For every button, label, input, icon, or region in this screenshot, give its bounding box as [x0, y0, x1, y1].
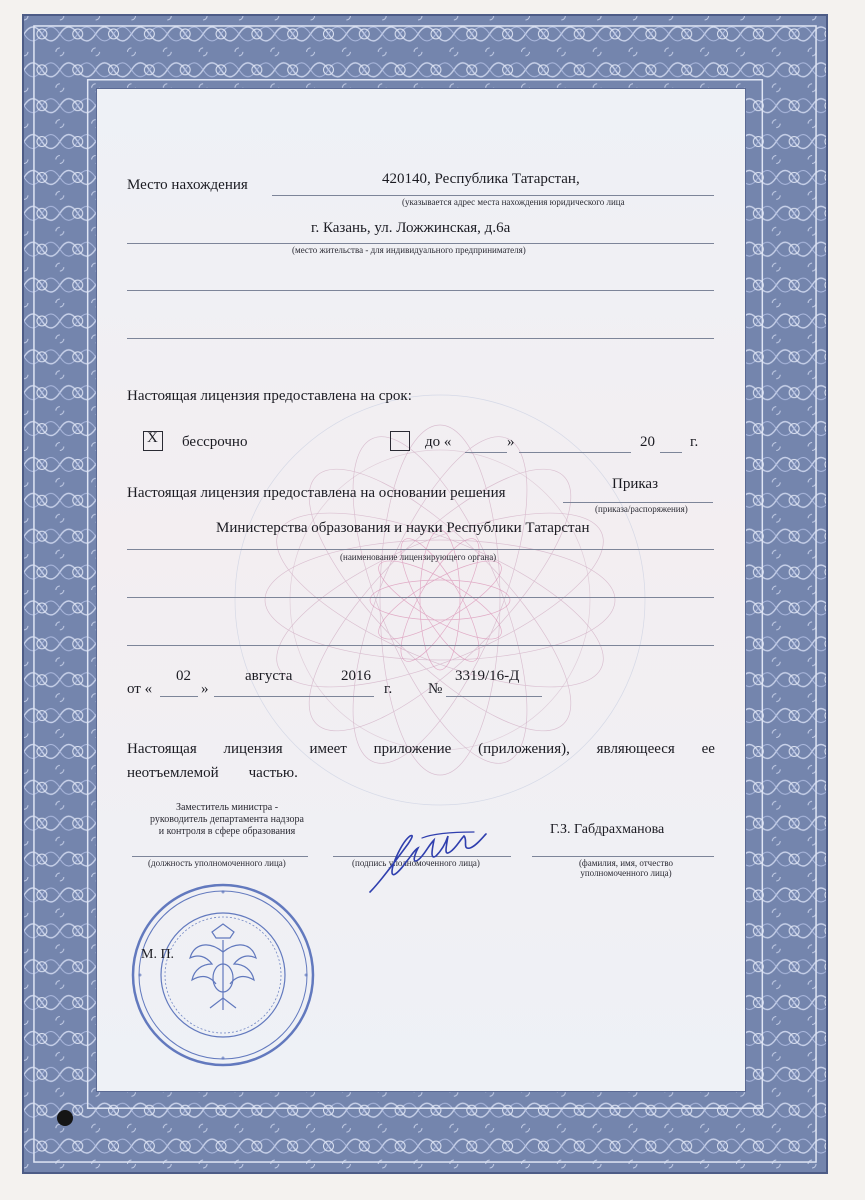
appendix-line-1 — [127, 741, 715, 758]
authority-note: (наименование лицензирующего органа) — [340, 552, 497, 562]
name-note — [566, 858, 686, 878]
appendix-word: приложение — [373, 741, 452, 757]
punch-hole — [57, 1110, 73, 1126]
name-note-line: (фамилия, имя, отчество — [578, 858, 674, 868]
stamp-place-label: М. П. — [141, 947, 175, 962]
indefinite-check-mark: X — [147, 430, 158, 446]
until-close-quote: » — [507, 434, 515, 450]
basis-doc-note: (приказа/распоряжения) — [595, 504, 688, 514]
until-year-line — [660, 452, 682, 453]
official-seal — [128, 880, 318, 1070]
appendix-word: имеет — [309, 741, 347, 757]
term-heading: Настоящая лицензия предоставлена на срок: — [127, 388, 412, 404]
number-line — [446, 696, 542, 697]
date-close-quote: » — [201, 681, 209, 697]
appendix-line-2 — [127, 765, 298, 782]
until-year-prefix: 20 — [640, 434, 655, 450]
signatory-name: Г.З. Габдрахманова — [550, 822, 665, 837]
blank-line-1 — [127, 290, 714, 291]
handwritten-signature — [362, 820, 502, 900]
number-sign: № — [428, 681, 443, 697]
until-label: до « — [425, 434, 452, 450]
position-line: и контроля в сфере образования — [158, 826, 296, 837]
indefinite-label: бессрочно — [182, 434, 248, 450]
until-day-line — [465, 452, 507, 453]
basis-doc-line — [563, 502, 713, 503]
appendix-word: неотъемлемой — [127, 765, 219, 781]
date-month: августа — [245, 668, 293, 684]
location-address-line-2: г. Казань, ул. Ложжинская, д.6а — [311, 220, 511, 236]
location-note-2: (место жительства - для индивидуального предпринимателя) — [292, 245, 526, 255]
appendix-word: лицензия — [223, 741, 283, 757]
name-note-line: уполномоченного лица) — [580, 868, 672, 878]
date-day: 02 — [176, 668, 191, 684]
signatory-position — [147, 802, 307, 838]
date-from-label: от « — [127, 681, 153, 697]
position-line-rule — [132, 856, 308, 857]
position-note: (должность уполномоченного лица) — [148, 858, 286, 868]
location-note-1: (указывается адрес места нахождения юридического лица — [402, 197, 625, 207]
appendix-word: частью. — [248, 765, 298, 781]
basis-doc-type: Приказ — [612, 476, 659, 492]
location-address-line-1: 420140, Республика Татарстан, — [382, 171, 580, 187]
position-line: Заместитель министра - — [175, 802, 279, 813]
blank-line-2 — [127, 338, 714, 339]
location-line-2 — [127, 243, 714, 244]
decision-number: 3319/16-Д — [455, 668, 520, 684]
appendix-word: являющееся — [596, 741, 675, 757]
signature-note: (подпись уполномоченного лица) — [352, 858, 480, 868]
date-year: 2016 — [341, 668, 371, 684]
appendix-word: Настоящая — [127, 741, 197, 757]
until-date-checkbox — [390, 431, 410, 451]
basis-heading: Настоящая лицензия предоставлена на основании решения — [127, 485, 506, 501]
licensing-authority: Министерства образования и науки Республики Татарстан — [216, 520, 590, 536]
name-line-rule — [532, 856, 714, 857]
location-line-1 — [272, 195, 714, 196]
appendix-word: (приложения), — [478, 741, 570, 757]
until-year-suffix: г. — [690, 434, 699, 450]
indefinite-checkbox — [143, 431, 163, 451]
authority-line — [127, 549, 714, 550]
date-day-line — [160, 696, 198, 697]
location-label: Место нахождения — [127, 177, 248, 193]
date-month-line — [214, 696, 374, 697]
blank-line-4 — [127, 645, 714, 646]
blank-line-3 — [127, 597, 714, 598]
date-year-suffix: г. — [384, 681, 393, 697]
position-line: руководитель департамента надзора — [150, 814, 304, 825]
appendix-word: ее — [701, 741, 715, 757]
until-month-line — [519, 452, 631, 453]
